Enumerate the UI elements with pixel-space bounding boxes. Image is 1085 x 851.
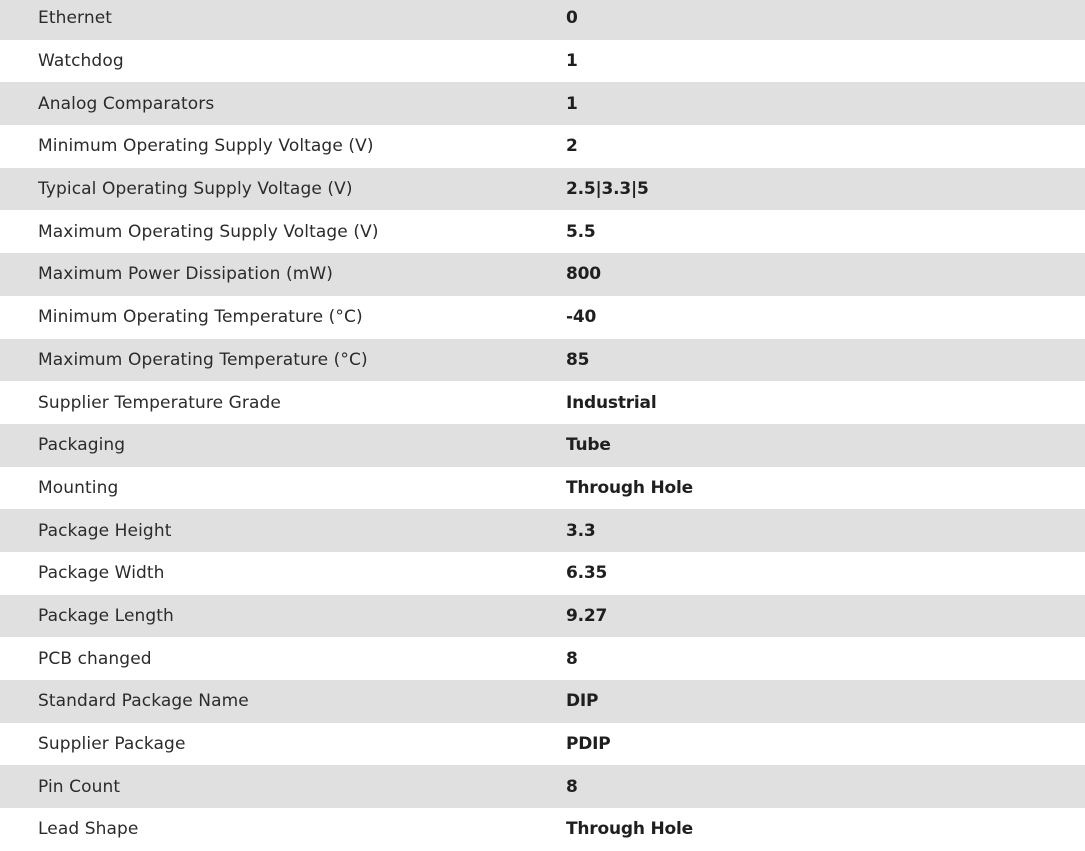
table-row — [0, 509, 1085, 552]
table-row — [0, 467, 1085, 510]
spec-label: PCB changed — [38, 648, 152, 669]
table-row — [0, 168, 1085, 211]
spec-label: Typical Operating Supply Voltage (V) — [38, 179, 353, 200]
spec-value: 8 — [566, 776, 578, 797]
spec-value: 6.35 — [566, 563, 608, 584]
spec-label: Packaging — [38, 435, 126, 456]
table-row — [0, 765, 1085, 808]
table-row — [0, 808, 1085, 851]
spec-value: DIP — [566, 691, 599, 712]
spec-value: 1 — [566, 51, 578, 72]
spec-value: Through Hole — [566, 819, 693, 840]
spec-label: Supplier Temperature Grade — [38, 392, 281, 413]
spec-label: Analog Comparators — [38, 93, 215, 114]
table-row — [0, 253, 1085, 296]
spec-value: Through Hole — [566, 477, 693, 498]
spec-label: Package Length — [38, 605, 174, 626]
spec-value: 8 — [566, 648, 578, 669]
table-row — [0, 125, 1085, 168]
spec-value: 2 — [566, 136, 578, 157]
spec-value: Industrial — [566, 392, 657, 413]
table-row — [0, 723, 1085, 766]
spec-label: Mounting — [38, 477, 119, 498]
table-row — [0, 210, 1085, 253]
table-row — [0, 40, 1085, 83]
table-row — [0, 82, 1085, 125]
spec-value: 3.3 — [566, 520, 596, 541]
table-row — [0, 552, 1085, 595]
spec-label: Minimum Operating Temperature (°C) — [38, 307, 363, 328]
spec-value: 1 — [566, 93, 578, 114]
spec-value: Tube — [566, 435, 611, 456]
table-row — [0, 680, 1085, 723]
table-row — [0, 595, 1085, 638]
table-row — [0, 424, 1085, 467]
spec-value: -40 — [566, 307, 597, 328]
table-row — [0, 339, 1085, 382]
spec-label: Maximum Operating Temperature (°C) — [38, 349, 368, 370]
spec-value: 85 — [566, 349, 590, 370]
spec-label: Package Width — [38, 563, 165, 584]
spec-label: Supplier Package — [38, 734, 186, 755]
spec-value: 2.5|3.3|5 — [566, 179, 649, 200]
spec-value: 5.5 — [566, 221, 596, 242]
spec-label: Pin Count — [38, 776, 121, 797]
spec-label: Standard Package Name — [38, 691, 249, 712]
table-row — [0, 637, 1085, 680]
spec-label: Ethernet — [38, 8, 113, 29]
spec-label: Minimum Operating Supply Voltage (V) — [38, 136, 374, 157]
spec-label: Maximum Operating Supply Voltage (V) — [38, 221, 379, 242]
table-row — [0, 296, 1085, 339]
spec-value: 0 — [566, 8, 578, 29]
spec-label: Watchdog — [38, 51, 124, 72]
table-row — [0, 0, 1085, 40]
spec-label: Lead Shape — [38, 819, 139, 840]
spec-label: Package Height — [38, 520, 172, 541]
table-row — [0, 381, 1085, 424]
spec-value: PDIP — [566, 734, 611, 755]
spec-value: 9.27 — [566, 605, 608, 626]
spec-label: Maximum Power Dissipation (mW) — [38, 264, 334, 285]
spec-value: 800 — [566, 264, 601, 285]
